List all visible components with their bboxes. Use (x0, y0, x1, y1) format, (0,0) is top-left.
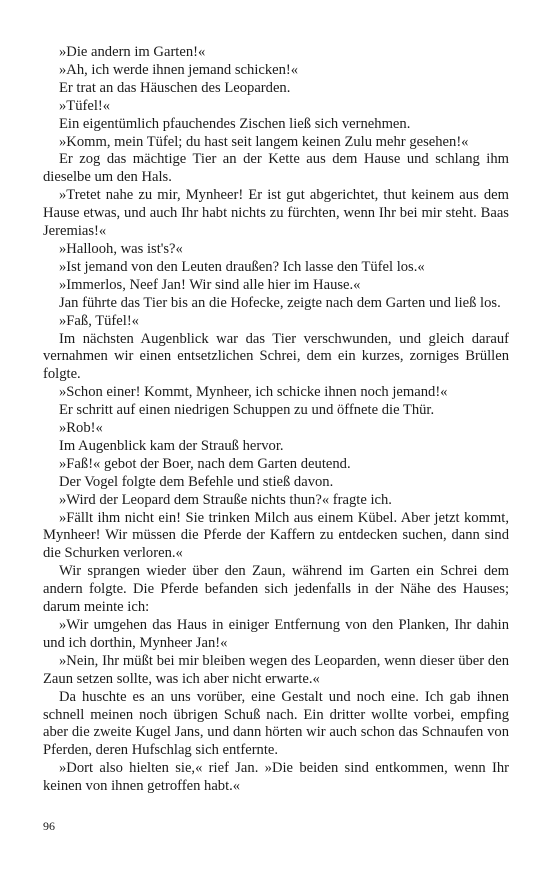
paragraph: »Schon einer! Kommt, Mynheer, ich schicke ihnen noch jemand!« (59, 384, 448, 401)
paragraph: »Hallooh, was ist's?« (59, 240, 183, 257)
paragraph: »Fällt ihm nicht ein! Sie trinken Milch aus einem Kübel. Aber jetzt kommt, Mynheer! Wir müssen die Pferde der Kaffern zu entdecken suchen, dann sind die Schurken verloren.« (43, 509, 509, 562)
paragraph: »Rob!« (59, 420, 103, 437)
paragraph: Er schritt auf einen niedrigen Schuppen zu und öffnete die Thür. (59, 402, 435, 419)
paragraph: Er trat an das Häuschen des Leoparden. (59, 79, 291, 96)
paragraph: »Dort also hielten sie,« rief Jan. »Die beiden sind entkommen, wenn Ihr keinen von ihnen getroffen habt.« (43, 760, 509, 795)
paragraph: Jan führte das Tier bis an die Hofecke, zeigte nach dem Garten und ließ los. (59, 294, 501, 311)
paragraph: Da huschte es an uns vorüber, eine Gestalt und noch eine. Ich gab ihnen schnell meinen noch übrigen Schuß nach. Ein dritter wollte vorbei, empfing aber die zweite Kugel Jans, und dann hörten wir auch schon das Schnaufen von Pferden, deren Hufschlag sich entfernte. (43, 688, 509, 759)
paragraph: Im Augenblick kam der Strauß hervor. (59, 437, 284, 454)
body-text (43, 44, 509, 796)
paragraph: »Faß, Tüfel!« (59, 312, 139, 329)
paragraph: Im nächsten Augenblick war das Tier verschwunden, und gleich darauf vernahmen wir einen entsetzlichen Schrei, dem ein kurzes, zorniges Brüllen folgte. (43, 330, 509, 383)
paragraph: Der Vogel folgte dem Befehle und stieß davon. (59, 473, 334, 490)
paragraph: »Tüfel!« (59, 97, 111, 114)
paragraph: »Ist jemand von den Leuten draußen? Ich lasse den Tüfel los.« (59, 258, 425, 275)
paragraph: Ein eigentümlich pfauchendes Zischen ließ sich vernehmen. (59, 115, 411, 132)
paragraph: »Ah, ich werde ihnen jemand schicken!« (59, 61, 299, 78)
page-number: 96 (43, 819, 55, 833)
paragraph: »Faß!« gebot der Boer, nach dem Garten deutend. (59, 455, 351, 472)
paragraph: »Komm, mein Tüfel; du hast seit langem keinen Zulu mehr gesehen!« (59, 133, 469, 150)
paragraph: »Immerlos, Neef Jan! Wir sind alle hier im Hause.« (59, 276, 361, 293)
paragraph: »Wir umgehen das Haus in einiger Entfernung von den Planken, Ihr dahin und ich dorthin, Mynheer Jan!« (43, 617, 509, 651)
paragraph: »Wird der Leopard dem Strauße nichts thun?« fragte ich. (59, 491, 392, 508)
paragraph: »Tretet nahe zu mir, Mynheer! Er ist gut abgerichtet, thut keinem aus dem Hause etwas, und auch Ihr habt nichts zu fürchten, wenn Ihr bei mir steht. Baas Jeremias!« (43, 187, 509, 240)
paragraph: Er zog das mächtige Tier an der Kette aus dem Hause und schlang ihm dieselbe um den Hals. (43, 151, 509, 186)
paragraph: »Die andern im Garten!« (59, 44, 206, 60)
paragraph: Wir sprangen wieder über den Zaun, während im Garten ein Schrei dem andern folgte. Die Pferde befanden sich jedenfalls in der Nähe des Hauses; darum meinte ich: (43, 563, 509, 616)
paragraph: »Nein, Ihr müßt bei mir bleiben wegen des Leoparden, wenn dieser über den Zaun setzen sollte, was ich aber nicht erwarte.« (43, 652, 509, 687)
